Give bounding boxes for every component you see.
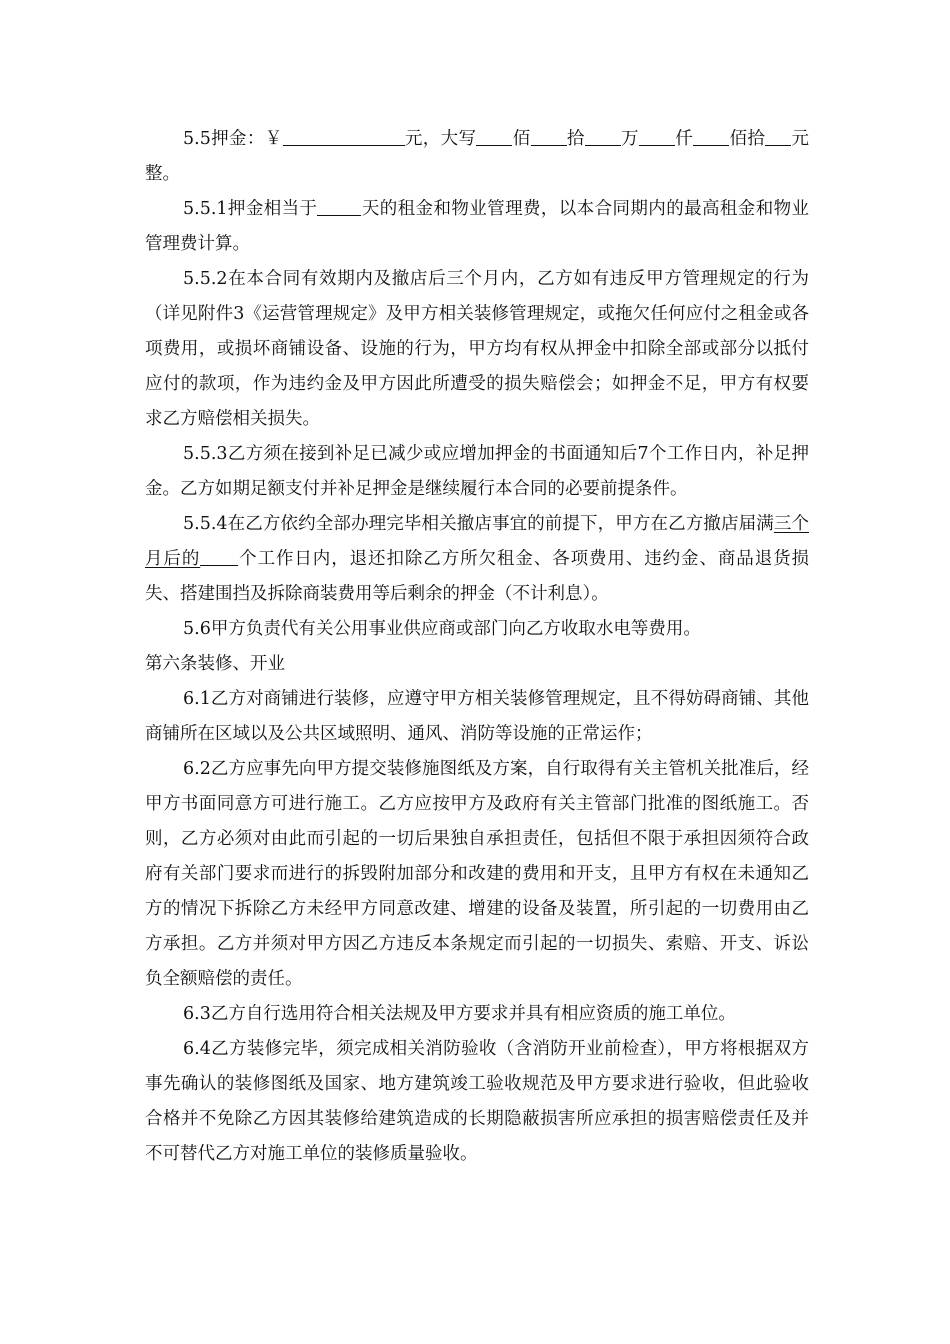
clause-6-4: 6.4乙方装修完毕，须完成相关消防验收（含消防开业前检查），甲方将根据双方事先确认的装修图纸及国家、地方建筑竣工验收规范及甲方要求进行验收，但此验收合格并不免除乙方因其装修给建筑造成的长期隐蔽损害所应承担的损害赔偿责任及并不可替代乙方对施工单位的装修质量验收。 [145,1039,809,1164]
clause-5-5-2: 5.5.2在本合同有效期内及撤店后三个月内，乙方如有违反甲方管理规定的行为（详见附件3《运营管理规定》及甲方相关装修管理规定，或拖欠任何应付之租金或各项费用，或损坏商铺设备、设施的行为，甲方均有权从押金中扣除全部或部分以抵付应付的款项，作为违约金及甲方因此所遭受的损失赔偿会；如押金不足，甲方有权要求乙方赔偿相关损失。 [145,269,809,429]
clause-text: 佰 [512,129,531,149]
underlined-text: 三个月后的 [145,514,809,569]
amount-blank [531,125,567,146]
clause-text: 5.5.1押金相当于 [183,199,318,219]
days-blank [317,195,361,216]
deposit-amount-blank [283,125,405,146]
clause-text: 万 [620,129,639,149]
clause-5-5-3: 5.5.3乙方须在接到补足已减少或应增加押金的书面通知后7个工作日内，补足押金。乙方如期足额支付并补足押金是继续履行本合同的必要前提条件。 [145,444,809,499]
clause-text: 仟 [674,129,694,149]
amount-blank [476,125,512,146]
clause-text: 佰 [729,129,748,149]
clause-text: 元整。 [145,129,810,184]
clause-text: 5.5押金：￥ [183,129,283,149]
clause-6-2: 6.2乙方应事先向甲方提交装修施图纸及方案，自行取得有关主管机关批准后，经甲方书面同意方可进行施工。乙方应按甲方及政府有关主管部门批准的图纸施工。否则，乙方必须对由此而引起的一切后果独自承担责任，包括但不限于承担因须符合政府有关部门要求而进行的拆毁附加部分和改建的费用和开支，且甲方有权在未通知乙方的情况下拆除乙方未经甲方同意改建、增建的设备及装置，所引起的一切费用由乙方承担。乙方并须对甲方因乙方违反本条规定而引起的一切损失、索赔、开支、诉讼负全额赔偿的责任。 [145,759,809,989]
clause-text: 5.5.4在乙方依约全部办理完毕相关撤店事宜的前提下，甲方在乙方撤店届满 [183,514,774,534]
clause-5-5-deposit [145,122,809,192]
clause-6-1: 6.1乙方对商铺进行装修，应遵守甲方相关装修管理规定，且不得妨碍商铺、其他商铺所在区域以及公共区域照明、通风、消防等设施的正常运作； [145,689,809,744]
article-6-heading: 第六条装修、开业 [145,654,285,674]
amount-blank [765,125,791,146]
clause-5-6: 5.6甲方负责代有关公用事业供应商或部门向乙方收取水电等费用。 [183,619,701,639]
clause-text: 个工作日内，退还扣除乙方所欠租金、各项费用、违约金、商品退货损失、搭建围挡及拆除商装费用等后剩余的押金（不计利息）。 [145,549,810,604]
amount-blank [585,125,621,146]
clause-text: 拾 [566,129,585,149]
clause-5-5-1 [145,192,809,262]
clause-5-5-4 [145,507,809,612]
clause-text: 拾 [747,129,766,149]
document-body [145,122,809,1172]
clause-text: 元，大写 [404,129,477,149]
clause-text: 天的租金和物业管理费，以本合同期内的最高租金和物业管理费计算。 [145,199,810,254]
workdays-blank [200,545,238,566]
clause-6-3: 6.3乙方自行选用符合相关法规及甲方要求并具有相应资质的施工单位。 [183,1004,736,1024]
amount-blank [693,125,729,146]
amount-blank [639,125,675,146]
